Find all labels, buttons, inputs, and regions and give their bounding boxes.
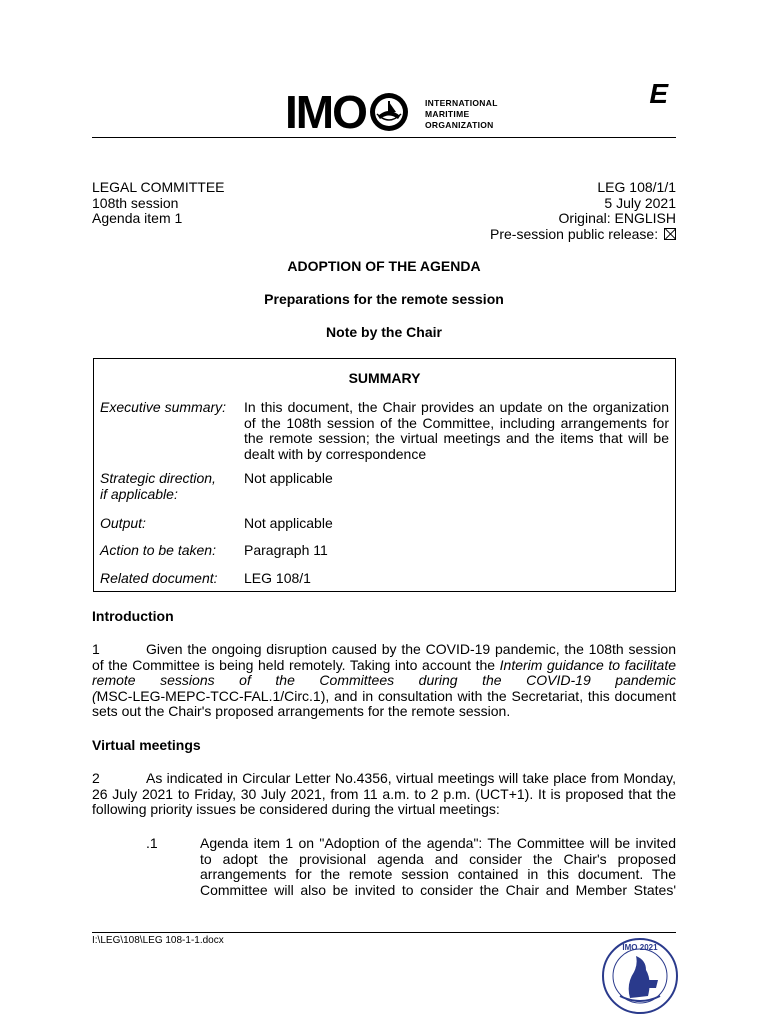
session-number: 108th session (92, 194, 179, 211)
committee-name: LEGAL COMMITTEE (92, 179, 225, 195)
paragraph-number: 2 (92, 770, 100, 786)
sub-paragraph-number: .1 (146, 835, 158, 851)
meta-left (92, 180, 225, 227)
doc-date: 5 July 2021 (604, 194, 676, 211)
summary-label: Action to be taken: (100, 542, 216, 558)
footer-divider (92, 932, 676, 933)
imo-logo (285, 88, 515, 136)
release-status: Pre-session public release: (490, 227, 676, 243)
summary-value: Not applicable (244, 515, 333, 531)
doc-symbol: LEG 108/1/1 (597, 179, 676, 195)
summary-heading: SUMMARY (348, 370, 421, 386)
org-name: INTERNATIONAL MARITIME ORGANIZATION (425, 98, 498, 130)
paragraph-number: 1 (92, 641, 100, 657)
seal-label: IMO 2021 (622, 943, 658, 952)
imo-2021-seal-icon (600, 936, 680, 1016)
checked-box-icon (664, 228, 676, 240)
un-emblem-icon (369, 92, 409, 132)
paragraph-2: 2 As indicated in Circular Letter No.4356, virtual meetings will take place from Monday, 26 July 2021 to Friday, 30 July 2021, from 11 a.m. to 2 p.m. (UCT+1). It is proposed that the following priority issues be considered during the virtual meetings: (92, 770, 676, 817)
summary-label: Strategic direction, if applicable: (100, 470, 216, 502)
language-code: E (649, 78, 668, 109)
sub-title: Preparations for the remote session (264, 291, 504, 307)
summary-value: Not applicable (244, 470, 333, 486)
meta-right (490, 180, 676, 242)
section-heading: Introduction (92, 608, 174, 624)
agenda-item: Agenda item 1 (92, 210, 183, 226)
summary-label: Executive summary: (100, 399, 227, 415)
summary-value: In this document, the Chair provides an update on the organization of the 108th session of the Committee, including arrangements for the remote session; the virtual meetings and the items that will be dealt with by correspondence (244, 399, 669, 462)
summary-label: Related document: (100, 570, 218, 586)
summary-box (93, 358, 676, 592)
paragraph-1: 1 Given the ongoing disruption caused by the COVID-19 pandemic, the 108th session of the Committee is being held remotely. Taking into account the Interim guidance to facilitate remote sessions of the Committees during the COVID-19 pandemic (MSC-LEG-MEPC-TCC-FAL.1/Circ.1), and in consultation with the Secretariat, this document sets out the Chair's proposed arrangements for the remote session. (92, 641, 676, 719)
summary-value: LEG 108/1 (244, 570, 311, 586)
summary-value: Paragraph 11 (244, 542, 328, 558)
logo-letters: IMO (285, 86, 366, 138)
header-divider (92, 137, 676, 138)
file-path: I:\LEG\108\LEG 108-1-1.docx (92, 935, 224, 946)
section-heading: Virtual meetings (92, 737, 201, 753)
original-language: Original: ENGLISH (558, 210, 676, 226)
summary-label: Output: (100, 515, 146, 531)
note-title: Note by the Chair (326, 324, 442, 340)
main-title: ADOPTION OF THE AGENDA (287, 258, 481, 274)
